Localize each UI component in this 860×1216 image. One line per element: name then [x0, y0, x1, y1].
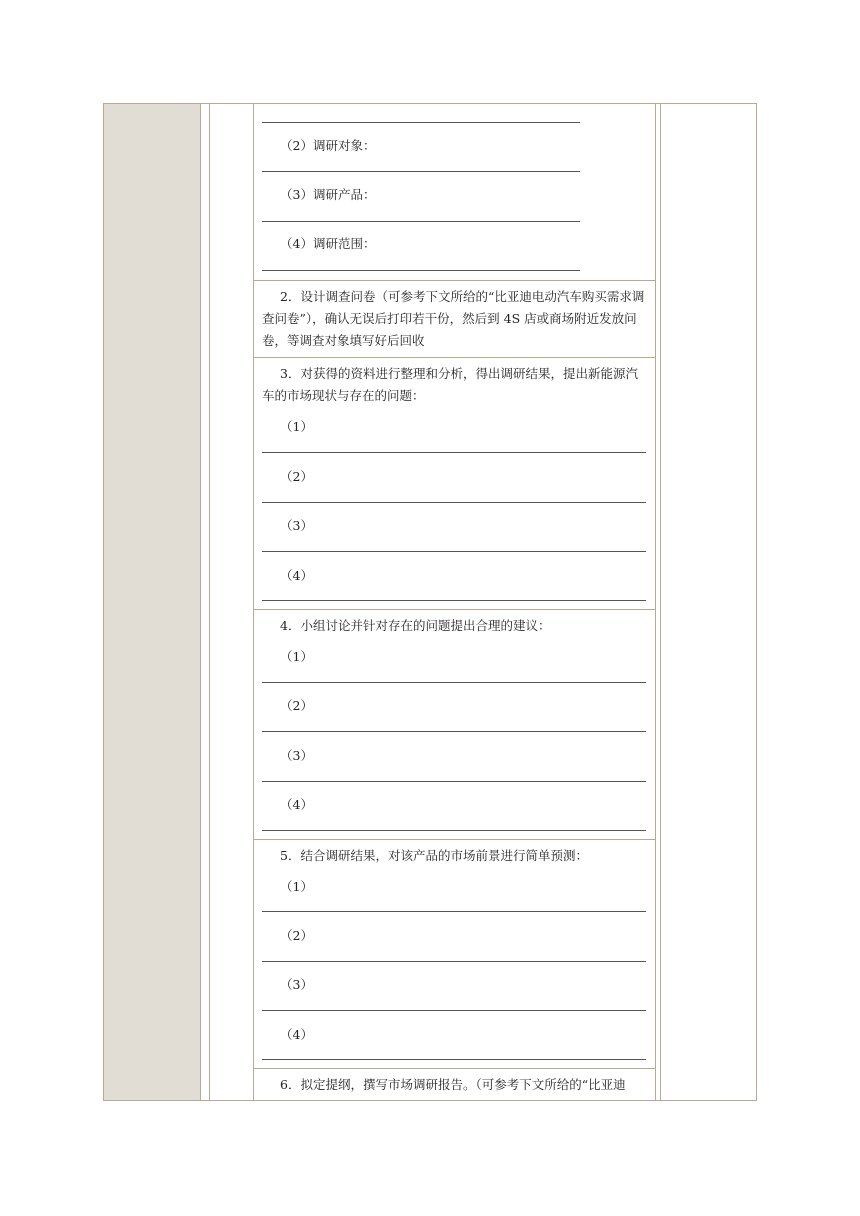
answer-line[interactable] [262, 961, 646, 962]
answer-line[interactable] [262, 171, 580, 172]
list-item: （1） [280, 879, 313, 894]
list-item: （1） [280, 419, 313, 434]
answer-line[interactable] [262, 731, 646, 732]
left-shaded-column [104, 104, 201, 1100]
item-survey-product: （3）调研产品： [280, 187, 376, 202]
answer-line[interactable] [262, 502, 646, 503]
row-analysis [254, 358, 656, 610]
answer-line[interactable] [262, 270, 580, 271]
answer-line[interactable] [262, 1059, 646, 1060]
row-survey-setup [254, 104, 656, 281]
task-column [209, 104, 656, 1100]
answer-line[interactable] [262, 452, 646, 453]
list-item: （3） [280, 977, 313, 992]
list-item: （4） [280, 1027, 313, 1042]
row-report [254, 1069, 656, 1101]
list-item: （2） [280, 698, 313, 713]
answer-line[interactable] [262, 830, 646, 831]
list-item: （3） [280, 518, 313, 533]
answer-line[interactable] [262, 1010, 646, 1011]
list-item: （2） [280, 928, 313, 943]
right-blank-column [660, 104, 756, 1100]
step3-heading: 3．对获得的资料进行整理和分析，得出调研结果，提出新能源汽车的市场现状与存在的问题： [262, 366, 638, 403]
step6-text: 6．拟定提纲，撰写市场调研报告。（可参考下文所给的“比亚迪 [280, 1077, 626, 1092]
answer-line[interactable] [262, 600, 646, 601]
list-item: （1） [280, 649, 313, 664]
worksheet-table [103, 103, 757, 1101]
answer-line[interactable] [262, 911, 646, 912]
list-item: （2） [280, 469, 313, 484]
answer-line[interactable] [262, 221, 580, 222]
list-item: （3） [280, 748, 313, 763]
item-survey-object: （2）调研对象： [280, 138, 376, 153]
row-forecast [254, 840, 656, 1069]
list-item: （4） [280, 568, 313, 583]
answer-line[interactable] [262, 682, 646, 683]
answer-line[interactable] [262, 781, 646, 782]
step4-heading: 4．小组讨论并针对存在的问题提出合理的建议： [280, 618, 551, 633]
step5-heading: 5．结合调研结果，对该产品的市场前景进行简单预测： [280, 848, 588, 863]
row-suggestions [254, 610, 656, 840]
list-item: （4） [280, 797, 313, 812]
index-column [210, 104, 254, 1100]
answer-line[interactable] [262, 122, 580, 123]
row-questionnaire [254, 281, 656, 358]
step2-text: 2．设计调查问卷（可参考下文所给的“比亚迪电动汽车购买需求调查问卷”），确认无误后打印若干份，然后到 4S 店或商场附近发放问卷，等调查对象填写好后回收 [262, 289, 645, 348]
answer-line[interactable] [262, 551, 646, 552]
item-survey-scope: （4）调研范围： [280, 236, 376, 251]
